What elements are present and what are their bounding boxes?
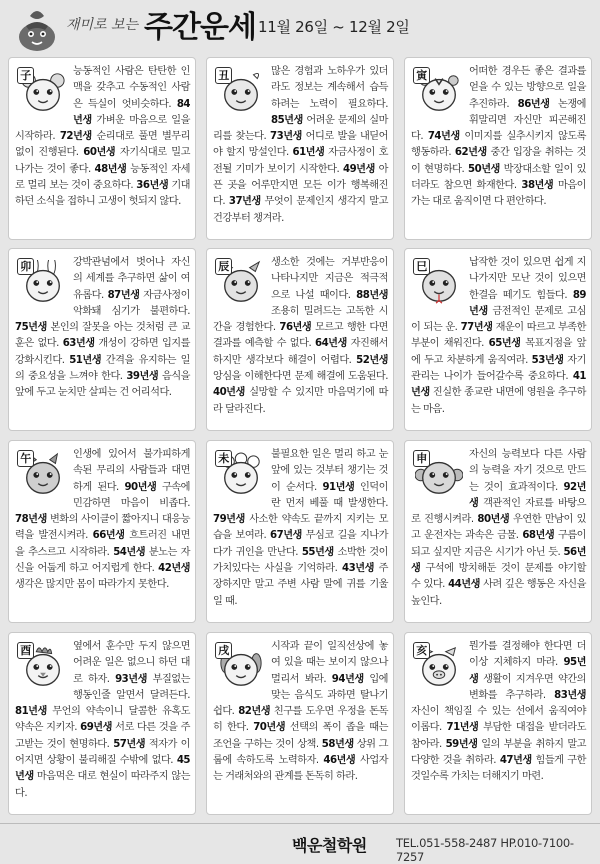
birth-year: 36년생: [136, 180, 169, 192]
fortune-sentence: 순리대로 풀면 별무리 없이 진행된다.: [15, 131, 190, 159]
fortune-sentence: 자진해서 하지만 생각보다 해결이 어렵다.: [213, 338, 388, 366]
fortune-card: [8, 248, 196, 431]
fortune-sentence: 진실한 종교란 내면에 영원을 추구하는 마음.: [411, 387, 586, 415]
birth-year: 81년생: [15, 706, 47, 718]
fortune-card: [206, 632, 394, 815]
birth-year: 85년생: [271, 114, 303, 126]
fortune-sentence: 구석에 방치해둔 것이 문제를 야기할 수 있다.: [411, 563, 586, 591]
zodiac-glyph-badge: 子: [17, 67, 34, 84]
birth-year: 42년생: [158, 563, 190, 575]
fortune-sentence: 자기관리는 나이가 들어갈수록 중요하다.: [411, 354, 586, 383]
birth-year: 62년생: [454, 147, 487, 159]
birth-year: 68년생: [522, 530, 555, 542]
fortune-card: [8, 440, 196, 623]
birth-year: 51년생: [69, 354, 102, 366]
dragon-icon: [213, 256, 267, 306]
fortune-sentence: 부질없는 행동인줄 알면서 달려든다.: [73, 673, 190, 701]
fortune-sentence: 아픈 곳을 어루만지면 모든 이가 행복해진다.: [213, 163, 388, 208]
fortune-sentence: 모르고 행한 다면 결과를 예측할 수 없다.: [213, 322, 388, 350]
fortune-sentence: 소박한 것이 가치있다는 사실을 기억하라.: [213, 546, 388, 575]
birth-year: 72년생: [59, 131, 92, 143]
fortune-sentence: 가벼운 마음으로 일을 시작하라.: [15, 114, 190, 143]
fortune-sentence: 인덕이란 먼저 베풀 때 발생한다.: [271, 481, 388, 509]
zodiac-glyph-badge: 未: [215, 450, 232, 467]
fortune-sentence: 입에 맞는 음식도 과하면 탈나기 쉽다.: [213, 673, 389, 718]
fortune-card: [404, 632, 592, 815]
ox-icon: [213, 65, 267, 115]
contact-phones: TEL.051-558-2487 HP.010-7100-7257: [396, 836, 574, 864]
birth-year: 46년생: [323, 755, 356, 767]
fortune-sentence: 무언의 약속이니 달콤한 유혹도 약속은 지키자.: [15, 706, 190, 734]
zodiac-glyph-badge: 丑: [215, 67, 232, 84]
birth-year: 39년생: [126, 371, 159, 383]
fortune-pouch-logo-icon: [12, 4, 62, 54]
fortune-sentence: 뭔가를 결정해야 한다면 더 이상 지체하지 마라.: [469, 641, 586, 669]
birth-year: 75년생: [15, 322, 47, 334]
birth-year: 78년생: [15, 514, 47, 526]
birth-year: 91년생: [322, 481, 355, 493]
fortune-sentence: 사업자는 거래처와의 관계를 돈독히 하라.: [213, 755, 388, 783]
academy-name: 백운철학원: [292, 836, 367, 855]
fortune-sentence: 재운이 따르고 부족한 부분이 채워진다.: [411, 322, 586, 350]
fortune-sentence: 많은 경험과 노하우가 있더라도 정보는 계속해서 습득하려는 노력이 필요하다.: [271, 66, 388, 110]
zodiac-glyph-badge: 酉: [17, 642, 34, 659]
fortune-text: [411, 64, 586, 211]
birth-year: 77년생: [460, 322, 493, 334]
fortune-text: [15, 639, 190, 802]
fortune-text: [411, 255, 586, 418]
fortune-sentence: 구속에 민감하면 마음이 비좁다.: [73, 481, 190, 509]
fortune-sentence: 논쟁에 휘말리면 자신만 피곤해진다.: [411, 98, 586, 143]
fortune-sentence: 자신의 능력보다 다른 사람의 능력을 자기 것으로 만드는 것이 효과적이다.: [469, 449, 586, 493]
fortune-grid: [8, 57, 592, 815]
birth-year: 60년생: [83, 147, 116, 159]
fortune-text: [15, 64, 190, 211]
fortune-card: [404, 57, 592, 240]
fortune-card: [206, 248, 394, 431]
fortune-sentence: 강박관념에서 벗어나 자신의 세계를 추구하면 삶이 여유롭다.: [73, 257, 190, 301]
birth-year: 74년생: [427, 131, 460, 143]
fortune-sentence: 힘들게 구한 것일수록 가치는 더해지기 마련.: [411, 755, 586, 783]
fortune-sentence: 불필요한 일은 멀리 하고 눈앞에 있는 것부터 챙기는 것이 순서다.: [271, 449, 388, 493]
birth-year: 84년생: [73, 98, 190, 126]
fortune-sentence: 적자가 이어지면 상황이 불리해질 수밖에 없다.: [15, 738, 190, 767]
fortune-sentence: 조용히 밀려드는 고독한 시간을 경험한다.: [213, 305, 388, 334]
zodiac-glyph-badge: 卯: [17, 258, 34, 275]
fortune-sentence: 부담한 대접을 받더라도 참아라.: [411, 722, 586, 750]
zodiac-glyph-badge: 亥: [413, 642, 430, 659]
birth-year: 45년생: [15, 755, 190, 783]
header-subtitle: 재미로 보는: [66, 17, 139, 33]
fortune-sentence: 우연한 만남이 있고 운전자는 과속은 금물.: [411, 514, 586, 542]
fortune-sentence: 마음이 가는 대로 움직이면 다 편안하다.: [411, 180, 586, 208]
fortune-sentence: 무심코 길을 지나가다가 귀인을 만난다.: [213, 530, 388, 558]
rat-icon: [15, 65, 69, 115]
birth-year: 44년생: [448, 579, 480, 591]
birth-year: 82년생: [238, 706, 271, 718]
fortune-sentence: 상위 그룹에 속하도록 노력하자.: [213, 738, 388, 767]
fortune-sentence: 자기식대로 밀고 나가는 것이 좋다.: [15, 147, 190, 175]
birth-year: 79년생: [213, 514, 245, 526]
fortune-sentence: 금전적인 문제로 고심이 되는 운.: [411, 305, 586, 334]
birth-year: 83년생: [554, 689, 586, 701]
birth-year: 93년생: [115, 673, 147, 685]
footer-divider: [0, 823, 600, 824]
page-header: [0, 0, 600, 58]
fortune-card: [404, 248, 592, 431]
fortune-sentence: 간격을 유지하는 일의 중요성을 느껴야 한다.: [15, 354, 190, 383]
birth-year: 49년생: [342, 163, 375, 175]
birth-year: 69년생: [80, 722, 112, 734]
birth-year: 43년생: [342, 563, 374, 575]
tiger-icon: [411, 65, 465, 115]
zodiac-glyph-badge: 戌: [215, 642, 232, 659]
fortune-sentence: 중간 입장을 취하는 것이 현명하다.: [411, 147, 587, 175]
birth-year: 70년생: [253, 722, 286, 734]
birth-year: 90년생: [124, 481, 157, 493]
fortune-sentence: 흐트러진 내면을 추스르고 시작하라.: [15, 530, 190, 558]
horse-icon: [15, 448, 69, 498]
birth-year: 53년생: [531, 354, 564, 366]
fortune-sentence: 음식을 앞에 두고 눈치만 살피는 건 어리석다.: [15, 371, 191, 399]
fortune-sentence: 자신이 책임질 수 있는 선에서 움직여야 이롭다.: [411, 706, 586, 734]
fortune-sentence: 사소한 약속도 끝까지 지키는 모습을 보여라.: [213, 514, 388, 542]
fortune-sentence: 생소한 것에는 거부반응이 나타나지만 지금은 적극적으로 나설 때이다.: [271, 257, 388, 301]
birth-year: 76년생: [279, 322, 312, 334]
birth-year: 58년생: [321, 738, 354, 750]
zodiac-glyph-badge: 巳: [413, 258, 430, 275]
fortune-text: [15, 255, 190, 402]
fortune-sentence: 서로 다른 것을 주고받는 것이 현명하다.: [15, 722, 190, 750]
fortune-sentence: 무엇이 문제인지 생각지 말고 건강부터 챙겨라.: [213, 196, 388, 224]
birth-year: 88년생: [356, 289, 388, 301]
fortune-sentence: 생활이 지겨우면 약간의 변화를 추구하라.: [469, 673, 586, 701]
fortune-card: [206, 440, 394, 623]
zodiac-glyph-badge: 申: [413, 450, 430, 467]
fortune-sentence: 시작과 끝이 일직선상에 놓여 있을 때는 보이지 않으나 멀리서 봐라.: [271, 641, 388, 685]
birth-year: 92년생: [469, 481, 586, 509]
page-title: 주간운세: [144, 10, 256, 45]
birth-year: 55년생: [301, 546, 334, 558]
fortune-sentence: 선택의 폭이 좁을 때는 조언을 구하는 것이 상책.: [213, 722, 388, 750]
birth-year: 87년생: [107, 289, 140, 301]
fortune-text: [411, 639, 586, 786]
birth-year: 80년생: [477, 514, 510, 526]
pig-icon: [411, 640, 465, 690]
birth-year: 56년생: [411, 546, 586, 575]
birth-year: 41년생: [411, 371, 586, 399]
birth-year: 86년생: [517, 98, 550, 110]
fortune-sentence: 자금사정이 악화돼 심기가 불편하다.: [73, 289, 190, 317]
birth-year: 52년생: [356, 354, 388, 366]
fortune-sentence: 옆에서 훈수만 두지 않으면 어려운 일은 없으니 하던 대로 하자.: [73, 641, 190, 685]
fortune-text: [213, 64, 388, 227]
fortune-sentence: 박장대소할 일이 있더라도 참으면 화재한다.: [411, 163, 586, 192]
birth-year: 59년생: [445, 738, 478, 750]
birth-year: 50년생: [468, 163, 500, 175]
fortune-sentence: 어려운 문제의 실마리를 찾는다.: [213, 114, 388, 143]
fortune-text: [213, 447, 388, 610]
birth-year: 54년생: [113, 546, 146, 558]
zodiac-glyph-badge: 辰: [215, 258, 232, 275]
fortune-card: [206, 57, 394, 240]
birth-year: 61년생: [292, 147, 325, 159]
birth-year: 66년생: [92, 530, 125, 542]
fortune-sentence: 실망할 수 있지만 마음먹기에 따라 달라진다.: [213, 387, 388, 415]
rabbit-icon: [15, 256, 69, 306]
birth-year: 57년생: [113, 738, 146, 750]
fortune-text: [213, 255, 388, 418]
monkey-icon: [411, 448, 465, 498]
fortune-sentence: 능동적인 자세로 멀리 보는 것이 중요하다.: [15, 163, 190, 192]
fortune-sentence: 일의 부분을 취하지 말고 다양한 것을 취하라.: [411, 738, 586, 767]
birth-year: 95년생: [469, 657, 586, 685]
fortune-sentence: 분노는 자신을 어둡게 하고 어지럽게 한다.: [15, 546, 190, 575]
fortune-sentence: 목표지점을 앞에 두고 차분하게 움직여라.: [411, 338, 586, 366]
fortune-sentence: 마음먹은 대로 현실이 따라주지 않는다.: [15, 771, 190, 799]
fortune-text: [15, 447, 190, 594]
fortune-sentence: 본인의 잘못을 아는 것처럼 큰 교훈은 없다.: [15, 322, 190, 350]
fortune-sentence: 어떠한 경우든 좋은 결과를 얻을 수 있는 방향으로 일을 추진하라.: [469, 66, 586, 110]
fortune-sentence: 변화의 사이클이 짧아지니 대응능력을 발전시켜라.: [15, 514, 190, 542]
fortune-sentence: 이미지를 실추시키지 않도록 행동하라.: [411, 131, 586, 159]
fortune-sentence: 개성이 강하면 입지를 강화시킨다.: [15, 338, 190, 366]
fortune-sentence: 생각은 많지만 몸이 따라가지 못한다.: [15, 579, 169, 591]
fortune-sentence: 어디로 발을 내딛어야 할지 망설인다.: [213, 131, 388, 159]
birth-year: 37년생: [228, 196, 261, 208]
fortune-sentence: 자금사정이 호전될 기미가 보이기 시작한다.: [213, 147, 388, 175]
fortune-text: [213, 639, 388, 786]
fortune-sentence: 객관적인 자료를 바탕으로 진행시켜라.: [411, 497, 586, 526]
fortune-text: [411, 447, 586, 610]
zodiac-glyph-badge: 午: [17, 450, 34, 467]
birth-year: 65년생: [488, 338, 521, 350]
fortune-sentence: 기대하던 소식을 접하니 고생이 헛되지 않다.: [15, 180, 190, 208]
birth-year: 40년생: [213, 387, 245, 399]
birth-year: 94년생: [331, 673, 364, 685]
birth-year: 67년생: [270, 530, 302, 542]
fortune-sentence: 납작한 것이 있으면 쉽게 지나가지만 모난 것이 있으면 한결음 떼기도 힘들다.: [469, 257, 586, 301]
birth-year: 89년생: [469, 289, 586, 317]
snake-icon: [411, 256, 465, 306]
fortune-sentence: 주장하지만 말고 주변 사람 말에 귀를 기울일 때.: [213, 563, 388, 607]
date-range: 11월 26일 ~ 12월 2일: [258, 18, 410, 36]
birth-year: 63년생: [62, 338, 95, 350]
fortune-card: [404, 440, 592, 623]
birth-year: 71년생: [446, 722, 479, 734]
fortune-sentence: 사려 깊은 행동은 자신을 높인다.: [411, 579, 586, 607]
birth-year: 47년생: [499, 755, 532, 767]
fortune-sentence: 능동적인 사람은 탄탄한 인맥을 갖추고 수동적인 사람은 득실이 엇비슷하다.: [73, 66, 190, 110]
fortune-card: [8, 57, 196, 240]
sheep-icon: [213, 448, 267, 498]
dog-icon: [213, 640, 267, 690]
birth-year: 48년생: [94, 163, 127, 175]
rooster-icon: [15, 640, 69, 690]
fortune-sentence: 인생에 있어서 불가피하게 속된 무리의 사람들과 대면하게 된다.: [73, 449, 190, 493]
fortune-sentence: 앙심을 이해한다면 문제 해결에 도움된다.: [213, 371, 388, 383]
birth-year: 38년생: [521, 180, 554, 192]
birth-year: 64년생: [314, 338, 347, 350]
birth-year: 73년생: [270, 131, 302, 143]
fortune-sentence: 구름이 되고 싶지만 지금은 시기가 아닌 듯.: [411, 530, 587, 558]
fortune-card: [8, 632, 196, 815]
zodiac-glyph-badge: 寅: [413, 67, 430, 84]
fortune-sentence: 친구를 도우면 우정을 돈독히 한다.: [213, 706, 388, 734]
